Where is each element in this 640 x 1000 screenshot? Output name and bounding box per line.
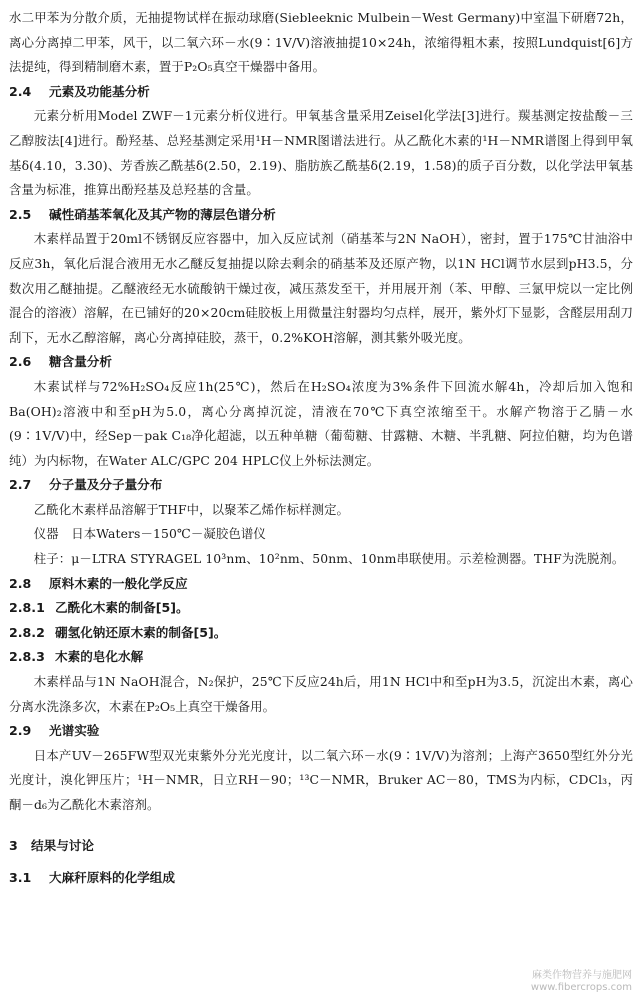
section-heading-2-8 <box>9 572 633 597</box>
section-number: 2.9 <box>9 723 32 739</box>
intro-paragraph: 水二甲苯为分散介质，无抽提物试样在振动球磨(Siebleeknic Mulbein－West Germany)中室温下研磨72h，离心分离掉二甲苯，风干，以二氧六环－水(9∶1V/V)溶液抽提10×24h，浓缩得粗木素，按照Lundquist[6]方法提纯，得到精制磨木素，置于P₂O₅真空干燥器中备用。 <box>9 10 633 75</box>
section-heading-3-1 <box>9 866 633 891</box>
section-2-6-paragraph: 木素试样与72%H₂SO₄反应1h(25℃)，然后在H₂SO₄浓度为3%条件下回流水解4h，冷却后加入饱和Ba(OH)₂溶液中和至pH为5.0，离心分离掉沉淀，清液在70℃下真空浓缩至干。水解产物溶于乙腈－水(9∶1V/V)中，经Sep－pak C₁₈净化超滤，以五种单糖（葡萄糖、甘露糖、木糖、半乳糖、阿拉伯糖，均为色谱纯）为内标物，在Water ALC/GPC 204 HPLC仪上外标法测定。 <box>9 378 633 468</box>
subsection-heading-2-8-3 <box>9 645 633 670</box>
section-heading-3 <box>9 834 633 859</box>
subsection-number: 2.8.3 <box>9 649 45 665</box>
section-title: 分子量及分子量分布 <box>49 477 163 493</box>
section-title: 原料木素的一般化学反应 <box>49 575 188 591</box>
section-heading-2-5 <box>9 203 633 228</box>
instrument-line: 仪器 日本Waters－150℃－凝胶色谱仪 <box>33 526 266 542</box>
watermark-url: www.fibercrops.com <box>530 982 632 993</box>
subsection-number: 2.8.2 <box>9 624 45 640</box>
section-2-5-paragraph: 木素样品置于20ml不锈钢反应容器中，加入反应试剂（硝基苯与2N NaOH），密封，置于175℃甘油浴中反应3h，氧化后混合液用无水乙醚反复抽提以除去剩余的硝基苯及还原产物，以1N HCl调节水层到pH3.5，分数次用乙醚抽提。乙醚液经无水硫酸钠干燥过夜，减压蒸发至干，并用展开剂（苯、甲醇、三氯甲烷以一定比例混合的溶液）溶解，在已铺好的20×20cm硅胶板上用微量注射器均匀点样，展开，紫外灯下显影，含醛层用刮刀刮下，无水乙醇溶解，离心分离掉硅胶，蒸干，0.2%KOH溶解，测其紫外吸光度。 <box>9 231 633 345</box>
watermark-name: 麻类作物营养与施肥网 <box>532 970 632 981</box>
section-title: 大麻秆原料的化学组成 <box>49 870 175 886</box>
section-title: 糖含量分析 <box>49 354 112 370</box>
subsection-number: 2.8.1 <box>9 600 45 616</box>
section-gap <box>9 858 633 866</box>
section-gap <box>9 818 633 834</box>
subsection-title: 木素的皂化水解 <box>55 649 144 665</box>
section-title: 结果与讨论 <box>31 837 94 853</box>
section-number: 2.6 <box>9 354 32 370</box>
section-number: 2.8 <box>9 575 32 591</box>
section-heading-2-7 <box>9 473 633 498</box>
column-line: 柱子：μ－LTRA STYRAGEL 10³nm、10²nm、50nm、10nm串联使用。示差检测器。THF为洗脱剂。 <box>33 551 625 567</box>
subsection-heading-2-8-2 <box>9 621 633 646</box>
document-page <box>9 6 633 891</box>
section-2-7-paragraph: 乙酰化木素样品溶解于THF中，以聚苯乙烯作标样测定。 <box>33 501 350 517</box>
section-heading-2-9 <box>9 719 633 744</box>
section-title: 元素及功能基分析 <box>49 83 150 99</box>
section-title: 碱性硝基苯氧化及其产物的薄层色谱分析 <box>49 206 276 222</box>
section-heading-2-6 <box>9 350 633 375</box>
subsection-heading-2-8-1 <box>9 596 633 621</box>
subsection-title: 乙酰化木素的制备[5]。 <box>55 600 189 616</box>
section-number: 3 <box>9 837 18 853</box>
section-2-9-paragraph: 日本产UV－265FW型双光束紫外分光光度计，以二氧六环－水(9∶1V/V)为溶剂；上海产3650型红外分光光度计，溴化钾压片；¹H－NMR，日立RH－90；¹³C－NMR，Bruker AC－80，TMS为内标，CDCl₃，丙酮－d₆为乙酰化木素溶剂。 <box>9 747 633 812</box>
section-number: 2.4 <box>9 83 32 99</box>
section-number: 3.1 <box>9 870 32 886</box>
section-number: 2.7 <box>9 477 32 493</box>
subsection-title: 硼氢化钠还原木素的制备[5]。 <box>55 624 227 640</box>
section-number: 2.5 <box>9 206 32 222</box>
site-watermark <box>531 970 632 994</box>
section-title: 光谱实验 <box>49 723 100 739</box>
section-heading-2-4 <box>9 80 633 105</box>
section-2-8-3-paragraph: 木素样品与1N NaOH混合，N₂保护，25℃下反应24h后，用1N HCl中和至pH为3.5，沉淀出木素，离心分离水洗涤多次，木素在P₂O₅上真空干燥备用。 <box>9 674 633 714</box>
section-2-4-paragraph: 元素分析用Model ZWF－1元素分析仪进行。甲氧基含量采用Zeisel化学法[3]进行。羰基测定按盐酸－三乙醇胺法[4]进行。酚羟基、总羟基测定采用¹H－NMR图谱法进行。从乙酰化木素的¹H－NMR谱图上得到甲氧基δ(4.10，3.30)、芳香族乙酰基δ(2.50，2.19)、脂肪族乙酰基δ(2.19，1.58)的质子百分数，以化学法甲氧基含量为标准，推算出酚羟基及总羟基的含量。 <box>9 108 633 198</box>
